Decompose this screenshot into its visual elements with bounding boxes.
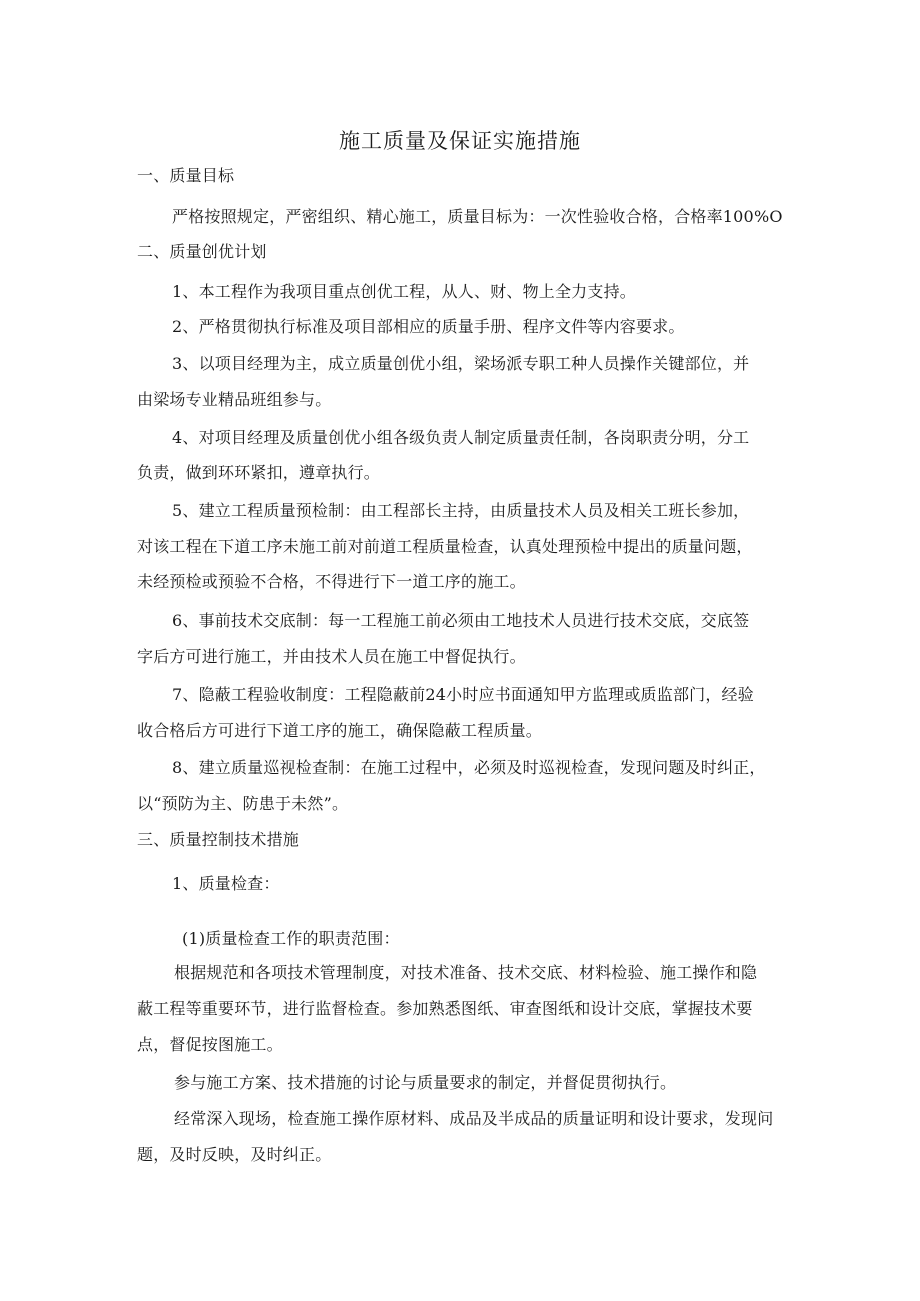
- quality-goal-text: 严格按照规定，严密组织、精心施工，质量目标为：一次性验收合格，合格率100%O: [172, 207, 783, 226]
- inspection-paragraph-1-line3: 点，督促按图施工。: [137, 1035, 283, 1054]
- inspection-paragraph-1-line1: 根据规范和各项技术管理制度，对技术准备、技术交底、材料检验、施工操作和隐: [174, 963, 758, 982]
- section-heading-quality-plan: 二、质量创优计划: [137, 242, 267, 261]
- plan-item-7-line2: 收合格后方可进行下道工序的施工，确保隐蔽工程质量。: [137, 721, 543, 740]
- plan-item-7-line1: 7、隐蔽工程验收制度：工程隐蔽前24小时应书面通知甲方监理或质监部门，经验: [172, 685, 754, 704]
- inspection-paragraph-2: 参与施工方案、技术措施的讨论与质量要求的制定，并督促贯彻执行。: [174, 1073, 677, 1092]
- document-title: 施工质量及保证实施措施: [339, 129, 581, 153]
- plan-item-1: 1、本工程作为我项目重点创优工程，从人、财、物上全力支持。: [172, 282, 636, 301]
- inspection-paragraph-3-line1: 经常深入现场，检查施工操作原材料、成品及半成品的质量证明和设计要求，发现问: [174, 1109, 774, 1128]
- plan-item-3-line2: 由梁场专业精品班组参与。: [137, 390, 332, 409]
- plan-item-4-line2: 负责，做到环环紧扣，遵章执行。: [137, 463, 381, 482]
- plan-item-5-line2: 对该工程在下道工序未施工前对前道工程质量检查，认真处理预检中提出的质量问题，: [137, 537, 753, 556]
- plan-item-8-line1: 8、建立质量巡视检查制：在施工过程中，必须及时巡视检查，发现问题及时纠正，: [172, 758, 766, 777]
- plan-item-5-line1: 5、建立工程质量预检制：由工程部长主持，由质量技术人员及相关工班长参加，: [172, 501, 750, 520]
- plan-item-3-line1: 3、以项目经理为主，成立质量创优小组，梁场派专职工种人员操作关键部位，并: [172, 354, 750, 373]
- plan-item-5-line3: 未经预检或预验不合格，不得进行下一道工序的施工。: [137, 572, 526, 591]
- plan-item-6-line1: 6、事前技术交底制：每一工程施工前必须由工地技术人员进行技术交底，交底签: [172, 611, 750, 630]
- plan-item-8-line2: 以“预防为主、防患于未然”。: [137, 794, 349, 813]
- section-heading-quality-goal: 一、质量目标: [137, 166, 235, 185]
- inspection-paragraph-1-line2: 蔽工程等重要环节，进行监督检查。参加熟悉图纸、审查图纸和设计交底，掌握技术要: [137, 999, 753, 1018]
- inspection-paragraph-3-line2: 题，及时反映，及时纠正。: [137, 1145, 332, 1164]
- plan-item-4-line1: 4、对项目经理及质量创优小组各级负责人制定质量责任制，各岗职责分明，分工: [172, 428, 750, 447]
- plan-item-2: 2、严格贯彻执行标准及项目部相应的质量手册、程序文件等内容要求。: [172, 317, 685, 336]
- subsection-inspection-scope: (1)质量检查工作的职责范围：: [182, 929, 400, 948]
- subsection-quality-inspection: 1、质量检查：: [172, 874, 280, 893]
- plan-item-6-line2: 字后方可进行施工，并由技术人员在施工中督促执行。: [137, 647, 526, 666]
- section-heading-quality-control: 三、质量控制技术措施: [137, 830, 300, 849]
